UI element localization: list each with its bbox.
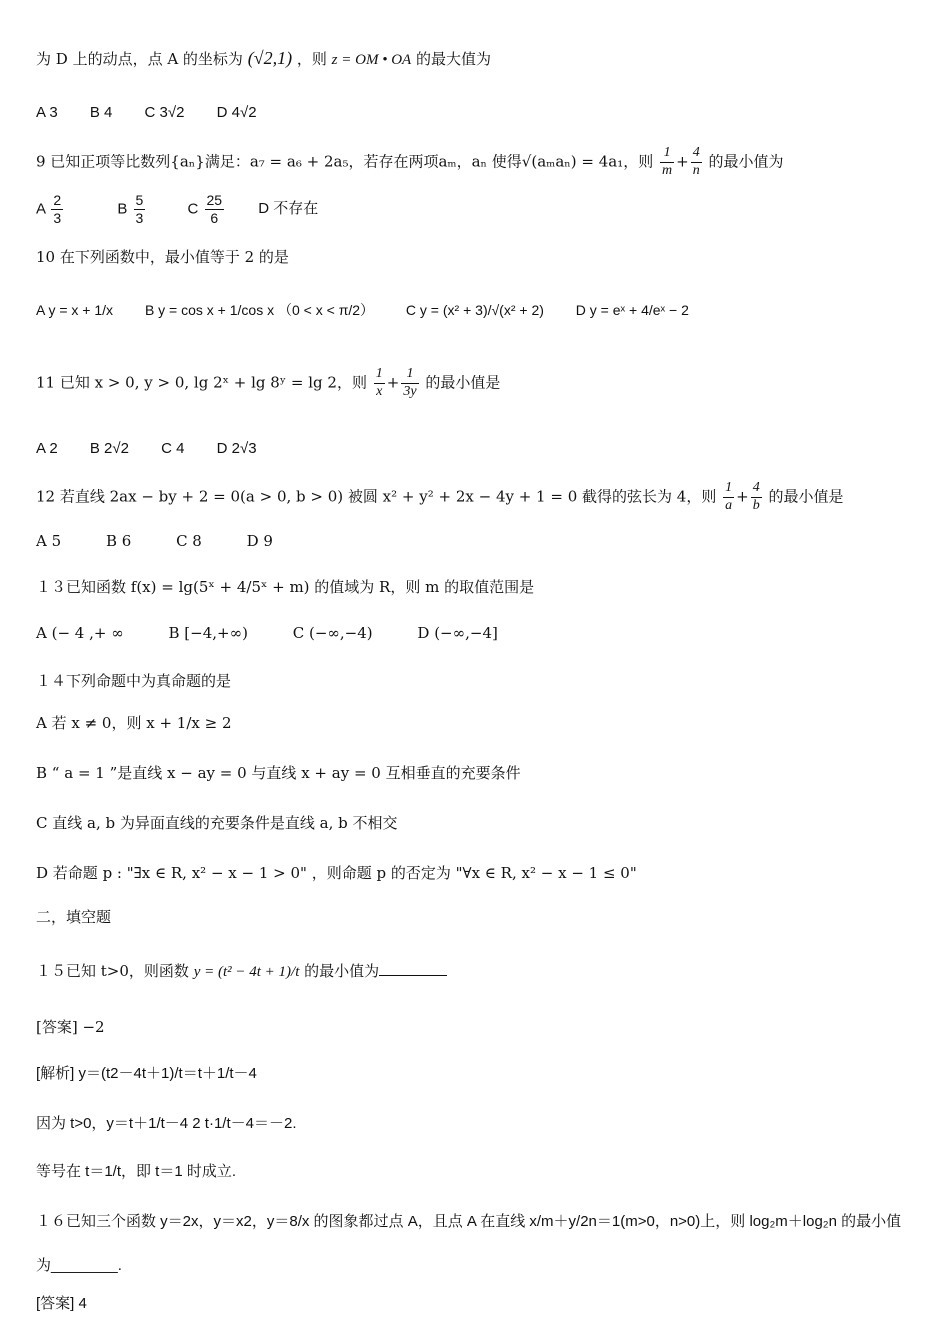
q11-stem: 11 已知 x > 0, y > 0, lg 2ˣ + lg 8ʸ = lg 2，则 $\frac{1}{x}$ + $\frac{1}{3y}$ 的最小值是 (36, 366, 501, 399)
q12-frac-1-den: a (725, 497, 733, 513)
q11-frac-1-den: x (376, 383, 383, 399)
q8-tail: 的最大值为 (416, 50, 492, 68)
q14-option-d: D 若命题 p : "∃x ∈ R, x² − x − 1 > 0" ，则命题 p 的否定为 "∀x ∈ R, x² − x − 1 ≤ 0" (36, 864, 637, 882)
q12-option-b: B 6 (105, 532, 132, 550)
q8-option-d: D 4√2 (216, 104, 257, 121)
section-heading: 二，填空题 (36, 908, 112, 926)
q11-frac-2 (401, 366, 418, 401)
q9-option-a (36, 192, 65, 227)
q12-option-c: C 8 (176, 532, 202, 550)
q9-option-c-num: 25 (206, 192, 223, 208)
q13-option-c: C (−∞,−4) (292, 624, 373, 642)
q9-frac-1 (660, 145, 674, 180)
q9-option-b-frac (134, 192, 146, 227)
q9-stem-text: 9 已知正项等比数列{aₙ}满足：a₇ = a₆ + 2a₅，若存在两项aₘ，aₙ 使得√(aₘaₙ) = 4a₁，则 (36, 152, 654, 171)
q11-frac-2-den: 3y (403, 383, 417, 399)
q15-stem (36, 960, 447, 981)
q11-option-b: B 2√2 (89, 440, 129, 457)
q16-stem-2: 为________. (36, 1257, 122, 1274)
q12-option-d: D 9 (246, 532, 273, 550)
q15-analysis: [解析] y＝(t2－4t＋1)/t＝t＋1/t－4 (36, 1065, 257, 1082)
q12-option-a: A 5 (36, 532, 62, 550)
q12-frac-1 (723, 480, 734, 515)
q8-stem (36, 48, 491, 69)
q11-frac-2-num: 1 (401, 366, 418, 384)
q13-options (36, 624, 526, 642)
q9-stem (36, 145, 784, 180)
q10-option-d: D y = eˣ + 4/eˣ − 2 (575, 302, 689, 318)
q15-expr: y = (t² − 4t + 1)/t (193, 964, 300, 980)
q9-option-c-den: 6 (210, 209, 219, 226)
q15-stem-text: １５已知 t>0，则函数 (36, 962, 189, 980)
q14-stem: １４下列命题中为真命题的是 (36, 672, 232, 690)
q11-options (36, 440, 285, 457)
q12-frac-2 (751, 480, 762, 515)
q13-option-a: A (− 4 ,+ ∞ (36, 624, 124, 642)
q9-option-d: D 不存在 (258, 200, 319, 218)
q8-point: (√2,1) (247, 48, 293, 68)
q11-option-d: D 2√3 (216, 440, 257, 457)
q8-options (36, 104, 285, 121)
q9-option-a-den: 3 (53, 209, 62, 226)
q13-option-d: D (−∞,−4] (417, 624, 498, 642)
q9-option-b-den: 3 (135, 209, 144, 226)
q11-frac-1 (374, 366, 385, 401)
q9-option-b (117, 192, 147, 227)
q11-option-c: C 4 (161, 440, 185, 457)
q9-option-a-letter: A (36, 200, 46, 218)
q10-option-b: B y = cos x + 1/cos x （0 < x < π/2） (144, 302, 375, 318)
q9-frac-1-num: 1 (660, 145, 674, 163)
q10-stem: 10 在下列函数中，最小值等于 2 的是 (36, 248, 289, 266)
q8-stem-text: 为 D 上的动点，点 A 的坐标为 (36, 50, 243, 68)
q8-option-b: B 4 (89, 104, 113, 121)
q8-mid: ，则 (296, 50, 327, 68)
q12-options (36, 532, 301, 550)
q13-stem: １３已知函数 f(x) = lg(5ˣ + 4/5ˣ + m) 的值域为 R，则 m 的取值范围是 (36, 578, 535, 596)
q9-option-c-letter: C (187, 200, 199, 218)
q10-option-a: A y = x + 1/x (36, 302, 114, 318)
q8-option-a: A 3 (36, 104, 58, 121)
q12-frac-2-num: 4 (751, 480, 762, 498)
q9-frac-2-num: 4 (691, 145, 702, 163)
q11-tail: 的最小值是 (425, 373, 501, 392)
q9-options (36, 192, 346, 227)
q9-option-b-num: 5 (135, 192, 144, 208)
q15-tail: 的最小值为 (304, 962, 380, 980)
q9-frac-2-den: n (692, 162, 700, 178)
q9-option-b-letter: B (117, 200, 128, 218)
q15-answer: [答案] −2 (36, 1018, 105, 1036)
q10-options (36, 300, 717, 320)
q8-expr: z = OM • OA (331, 52, 412, 68)
q9-plus: + (676, 152, 689, 171)
q12-frac-2-den: b (752, 497, 760, 513)
q14-option-b: B “ a = 1 ”是直线 x − ay = 0 与直线 x + ay = 0 互相垂直的充要条件 (36, 764, 521, 782)
q10-option-c: C y = (x² + 3)/√(x² + 2) (405, 302, 544, 318)
q16-stem: １６已知三个函数 y＝2x，y＝x2，y＝8/x 的图象都过点 A，且点 A 在直线 x/m＋y/2n＝1(m>0，n>0)上，则 log₂m＋log₂n 的最小值 (36, 1213, 902, 1230)
q15-equal: 等号在 t＝1/t，即 t＝1 时成立. (36, 1163, 237, 1180)
q9-frac-2 (691, 145, 702, 180)
q13-option-b: B [−4,+∞) (168, 624, 248, 642)
q12-stem-text: 12 若直线 2ax − by + 2 = 0(a > 0, b > 0) 被圆 x² + y² + 2x − 4y + 1 = 0 截得的弦长为 4，则 (36, 487, 717, 506)
q9-option-a-num: 2 (53, 192, 62, 208)
q15-blank[interactable] (379, 975, 447, 976)
q12-stem: 12 若直线 2ax − by + 2 = 0(a > 0, b > 0) 被圆 x² + y² + 2x − 4y + 1 = 0 截得的弦长为 4，则 $\frac{1}{a}$ + $\frac{4}{b}$ 的最小值是 (36, 480, 844, 513)
q14-option-a: A 若 x ≠ 0，则 x + 1/x ≥ 2 (36, 714, 232, 732)
q9-frac-1-den: m (662, 162, 673, 178)
q8-option-c: C 3√2 (144, 104, 185, 121)
q11-frac-1-num: 1 (374, 366, 385, 384)
q16-answer: [答案] 4 (36, 1295, 87, 1312)
q11-option-a: A 2 (36, 440, 58, 457)
q15-because: 因为 t>0，y＝t＋1/t－4 2 t·1/t－4＝－2. (36, 1115, 297, 1132)
q12-tail: 的最小值是 (768, 487, 844, 506)
q11-stem-text: 11 已知 x > 0, y > 0, lg 2ˣ + lg 8ʸ = lg 2，则 (36, 373, 367, 392)
q9-option-c-frac (205, 192, 225, 227)
q9-tail: 的最小值为 (708, 152, 784, 171)
q9-option-c (187, 192, 226, 227)
q9-option-a-frac (51, 192, 63, 227)
q14-option-c: C 直线 a, b 为异面直线的充要条件是直线 a, b 不相交 (36, 814, 398, 832)
q12-frac-1-num: 1 (723, 480, 734, 498)
